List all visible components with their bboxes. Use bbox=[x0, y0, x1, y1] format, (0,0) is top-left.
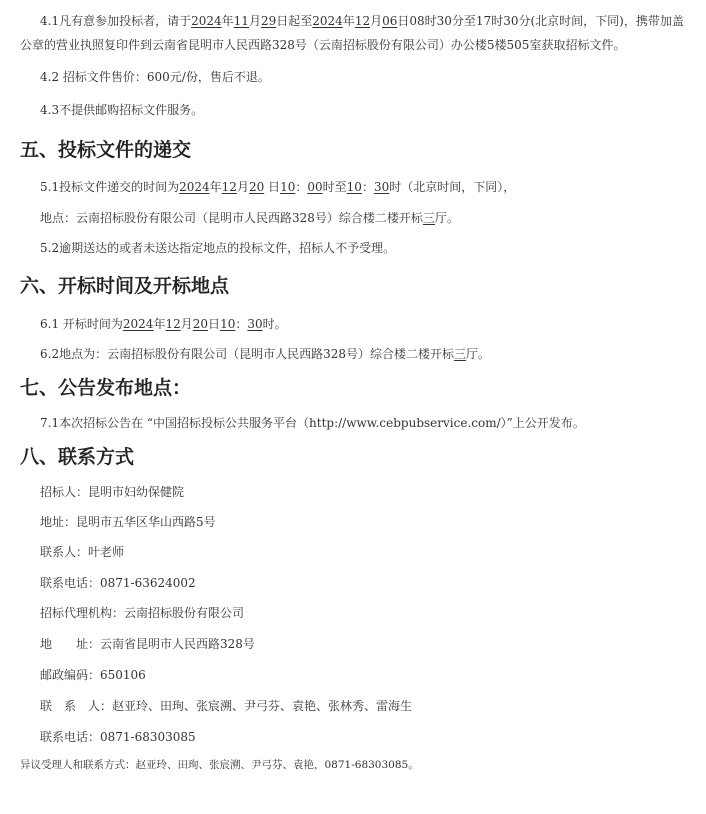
text: 4.1凡有意参加投标者，请于 bbox=[40, 14, 192, 28]
start-day: 29 bbox=[260, 14, 277, 28]
minute: 30 bbox=[373, 180, 390, 194]
day: 20 bbox=[248, 180, 265, 194]
section-heading-8: 八、联系方式 bbox=[20, 446, 135, 468]
text: 月 bbox=[370, 14, 383, 28]
text: 日起至 bbox=[276, 14, 313, 28]
month: 12 bbox=[221, 180, 237, 194]
paragraph-6-1 bbox=[40, 312, 287, 336]
day: 20 bbox=[192, 317, 209, 331]
section-heading-6: 六、开标时间及开标地点 bbox=[20, 275, 230, 297]
paragraph-4-3: 4.3不提供邮购招标文件服务。 bbox=[40, 103, 204, 117]
paragraph-6-2 bbox=[40, 342, 490, 366]
start-month: 11 bbox=[233, 14, 249, 28]
room-number: 三 bbox=[454, 347, 467, 361]
text: ： bbox=[295, 180, 308, 194]
contact-tenderer: 招标人：昆明市妇幼保健院 bbox=[40, 485, 185, 499]
contact-tenderer-person: 联系人：叶老师 bbox=[40, 545, 125, 559]
end-month: 12 bbox=[354, 14, 371, 28]
paragraph-5-location bbox=[40, 206, 459, 230]
hour: 10 bbox=[280, 180, 296, 194]
text: 月 bbox=[180, 317, 193, 331]
text: 时（北京时间，下同）， bbox=[389, 180, 516, 194]
paragraph-4-2: 4.2 招标文件售价：600元/份，售后不退。 bbox=[40, 70, 270, 84]
text: 月 bbox=[248, 14, 261, 28]
paragraph-4-1 bbox=[20, 9, 694, 57]
text: 厅。 bbox=[466, 347, 491, 361]
contact-agency-postcode: 邮政编码：650106 bbox=[40, 668, 146, 682]
text: 日 bbox=[208, 317, 221, 331]
text: 5.1投标文件递交的时间为 bbox=[40, 180, 180, 194]
text: 月 bbox=[236, 180, 249, 194]
section-heading-7: 七、公告发布地点： bbox=[20, 377, 192, 399]
hour: 10 bbox=[346, 180, 362, 194]
contact-agency: 招标代理机构：云南招标股份有限公司 bbox=[40, 606, 245, 620]
end-day: 06 bbox=[382, 14, 398, 28]
year: 2024 bbox=[179, 180, 210, 194]
contact-tenderer-phone: 联系电话：0871-63624002 bbox=[40, 576, 196, 590]
hour: 10 bbox=[220, 317, 236, 331]
text: ： bbox=[361, 180, 374, 194]
minute: 30 bbox=[247, 317, 263, 331]
contact-tenderer-address: 地址：昆明市五华区华山西路5号 bbox=[40, 515, 216, 529]
contact-agency-persons: 联 系 人：赵亚玲、田珣、张宸溯、尹弓芬、袁艳、张林秀、雷海生 bbox=[40, 699, 413, 713]
text: ： bbox=[235, 317, 248, 331]
year: 2024 bbox=[122, 317, 154, 331]
objection-contact: 异议受理人和联系方式：赵亚玲、田珣、张宸溯、尹弓芬、袁艳，0871-68303085。 bbox=[20, 759, 419, 771]
text: 时至 bbox=[322, 180, 347, 194]
month: 12 bbox=[165, 317, 181, 331]
room-number: 三 bbox=[422, 211, 435, 225]
paragraph-5-2: 5.2逾期送达的或者未送达指定地点的投标文件，招标人不予受理。 bbox=[40, 241, 396, 255]
minute: 00 bbox=[307, 180, 323, 194]
text: 6.2地点为：云南招标股份有限公司（昆明市人民西路328号）综合楼二楼开标 bbox=[40, 347, 454, 361]
text: 日08时30分至17时30分(北京时间，下同)，携带加盖公章的营业执照复印件到云南省昆明市人民西路328号（云南招标股份有限公司）办公楼5楼505室获取招标文件。 bbox=[20, 14, 684, 52]
contact-agency-address: 地 址：云南省昆明市人民西路328号 bbox=[40, 637, 255, 651]
paragraph-7-1: 7.1本次招标公告在 “中国招标投标公共服务平台（http://www.cebpubservice.com/）”上公开发布。 bbox=[40, 416, 585, 430]
paragraph-5-1 bbox=[40, 175, 515, 199]
text: 年 bbox=[342, 14, 355, 28]
text: 年 bbox=[153, 317, 166, 331]
text: 厅。 bbox=[434, 211, 459, 225]
start-year: 2024 bbox=[191, 14, 222, 28]
text: 时。 bbox=[262, 317, 287, 331]
section-heading-5: 五、投标文件的递交 bbox=[20, 139, 192, 161]
end-year: 2024 bbox=[312, 14, 343, 28]
text: 6.1 开标时间为 bbox=[40, 317, 123, 331]
text: 日 bbox=[264, 180, 281, 194]
text: 年 bbox=[209, 180, 222, 194]
text: 地点：云南招标股份有限公司（昆明市人民西路328号）综合楼二楼开标 bbox=[40, 211, 423, 225]
contact-agency-phone: 联系电话：0871-68303085 bbox=[40, 730, 196, 744]
text: 年 bbox=[221, 14, 234, 28]
